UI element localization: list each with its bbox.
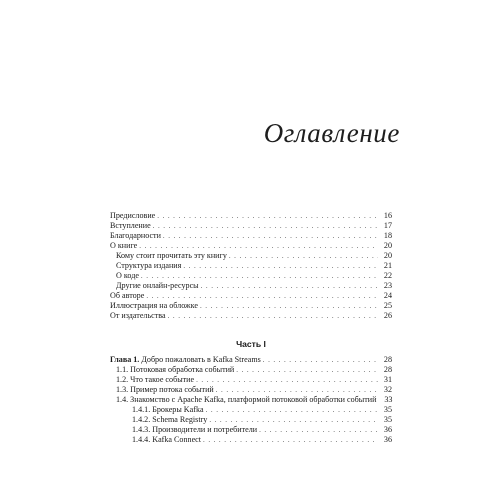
dot-leader — [216, 385, 378, 395]
toc-page-number: 36 — [383, 435, 392, 445]
toc-entry-title: Другие онлайн-ресурсы — [116, 281, 199, 291]
toc-entry-label — [132, 415, 207, 425]
part-title: Часть I — [236, 339, 266, 349]
toc-entry-label — [110, 311, 166, 321]
toc-page-number: 35 — [383, 405, 392, 415]
dot-leader — [153, 221, 378, 231]
toc-chapter-list — [110, 355, 392, 445]
dot-leader — [206, 405, 378, 415]
toc-entry-title: Благодарности — [110, 231, 161, 241]
toc-entry-title: О коде — [116, 271, 139, 281]
toc-page-number: 28 — [383, 365, 392, 375]
toc-entry-label — [116, 281, 199, 291]
toc-entry-title: Структура издания — [116, 261, 182, 271]
toc-entry-label — [110, 231, 161, 241]
toc-page-number: 35 — [383, 415, 392, 425]
toc-entry — [110, 435, 392, 445]
toc-entry — [110, 405, 392, 415]
toc-page-number: 20 — [383, 251, 392, 261]
toc-entry-title: 1.2. Что такое событие — [116, 375, 195, 385]
toc-entry-title: 1.4.4. Kafka Connect — [132, 435, 202, 445]
toc-page-number: 22 — [383, 271, 392, 281]
toc-entry-label — [116, 251, 227, 261]
toc-entry — [110, 301, 392, 311]
toc-entry-label — [116, 385, 214, 395]
toc-entry — [110, 221, 392, 231]
toc-entry-label — [110, 221, 151, 231]
dot-leader — [229, 251, 378, 261]
toc-page-number: 18 — [383, 231, 392, 241]
page-title: Оглавление — [263, 118, 400, 148]
toc-page-number: 33 — [384, 395, 393, 405]
toc-page-number: 28 — [383, 355, 392, 364]
toc-entry — [110, 365, 392, 375]
toc-entry-title: 1.4.3. Производители и потребители — [132, 425, 258, 435]
dot-leader — [163, 231, 378, 241]
toc-front-matter — [110, 211, 392, 322]
toc-page-number: 20 — [383, 241, 392, 251]
toc-entry-label — [116, 365, 234, 375]
dot-leader — [157, 211, 378, 221]
toc-entry — [110, 375, 392, 385]
toc-entry-title: О книге — [110, 241, 138, 251]
dot-leader — [168, 311, 378, 321]
toc-entry-label — [132, 435, 201, 445]
toc-entry — [110, 291, 392, 301]
toc-page-number: 26 — [383, 311, 392, 321]
dot-leader — [139, 241, 378, 251]
toc-entry-title: Кому стоит прочитать эту книгу — [116, 251, 227, 261]
dot-leader — [259, 425, 378, 435]
dot-leader — [209, 415, 378, 425]
dot-leader — [200, 301, 378, 311]
toc-entry-title: Вступление — [110, 221, 151, 231]
dot-leader — [236, 365, 378, 375]
toc-page-number: 17 — [383, 221, 392, 231]
toc-entry — [110, 231, 392, 241]
toc-entry-title: 1.4. Знакомство с Apache Kafka, платформой потоковой обработки событий — [116, 395, 377, 405]
toc-entry-title: 1.3. Пример потока событий — [116, 385, 214, 395]
toc-entry-label — [116, 261, 181, 271]
toc-page-number: 31 — [383, 375, 392, 385]
toc-page-number: 21 — [383, 261, 392, 271]
toc-entry-label — [110, 301, 198, 311]
toc-entry — [110, 425, 392, 435]
dot-leader — [203, 435, 378, 445]
toc-entry-title: От издательства — [110, 311, 166, 321]
toc-entry-label — [110, 355, 261, 365]
toc-entry-label — [116, 375, 194, 385]
dot-leader — [141, 271, 378, 281]
toc-entry-title: 1.4.1. Брокеры Kafka — [132, 405, 204, 415]
toc-entry — [110, 271, 392, 281]
toc-entry — [110, 355, 392, 365]
toc-page-number: 25 — [383, 301, 392, 311]
toc-page-number: 16 — [383, 211, 392, 220]
dot-leader — [263, 355, 378, 365]
toc-entry — [110, 211, 392, 221]
chapter-number: Глава 1. — [110, 355, 140, 364]
dot-leader — [183, 261, 378, 271]
toc-entry-label — [110, 291, 144, 301]
toc-page-number: 24 — [383, 291, 392, 301]
toc-entry-label — [132, 405, 204, 415]
toc-entry-title: 1.1. Потоковая обработка событий — [116, 365, 235, 375]
toc-entry-label — [116, 271, 139, 281]
toc-entry-label — [110, 241, 137, 251]
toc-entry — [110, 311, 392, 321]
toc-entry-label — [132, 425, 257, 435]
toc-entry-title: Добро пожаловать в Kafka Streams — [141, 355, 261, 364]
toc-entry — [110, 281, 392, 291]
dot-leader — [196, 375, 378, 385]
toc-entry — [110, 261, 392, 271]
toc-entry-title: Иллюстрация на обложке — [110, 301, 198, 311]
toc-entry-title: Об авторе — [110, 291, 145, 301]
dot-leader — [201, 281, 378, 291]
toc-page-number: 36 — [383, 425, 392, 435]
toc-entry — [110, 241, 392, 251]
toc-entry — [110, 395, 392, 405]
toc-entry — [110, 385, 392, 395]
toc-entry — [110, 251, 392, 261]
toc-entry-title: Предисловие — [110, 211, 156, 220]
dot-leader — [146, 291, 378, 301]
toc-entry — [110, 415, 392, 425]
toc-entry-label — [110, 211, 155, 221]
toc-entry-label — [116, 395, 376, 405]
toc-page-number: 23 — [383, 281, 392, 291]
toc-entry-title: 1.4.2. Schema Registry — [132, 415, 208, 425]
toc-page-number: 32 — [383, 385, 392, 395]
